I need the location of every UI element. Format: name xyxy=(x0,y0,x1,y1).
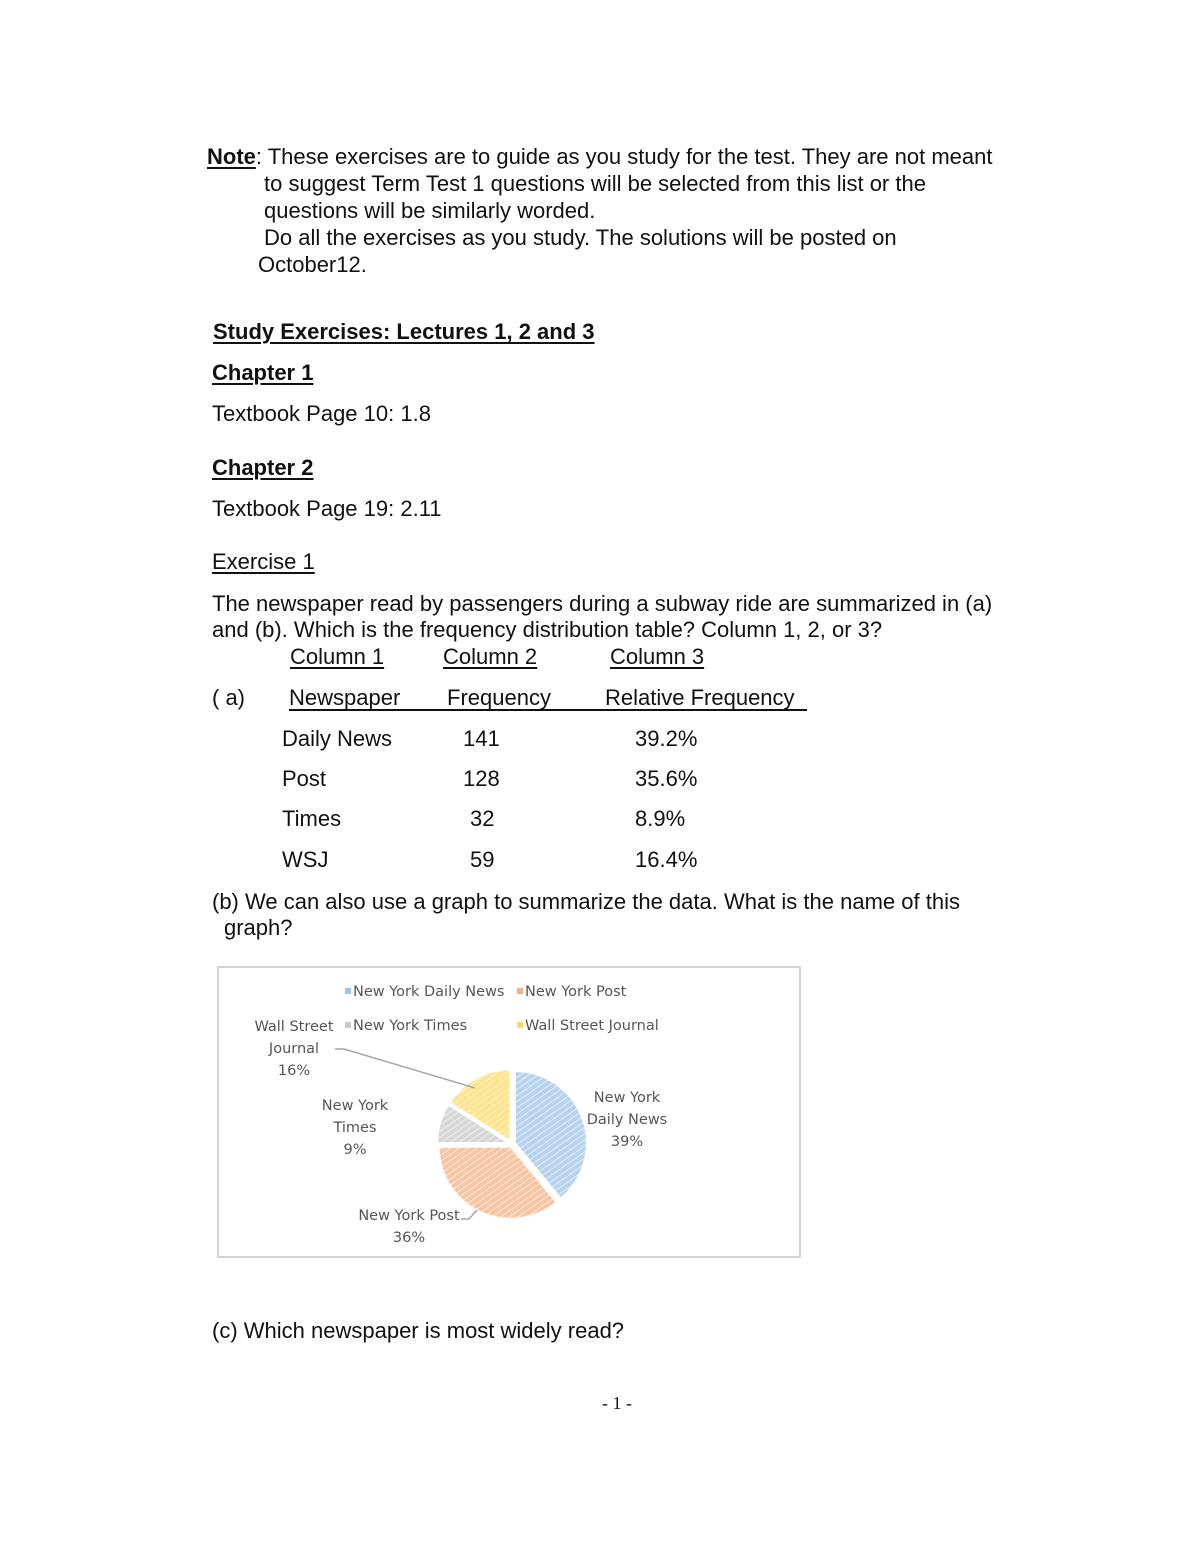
legend-swatch-new-york-daily-news xyxy=(345,988,351,994)
legend-entry-wall-street-journal: Wall Street Journal xyxy=(525,1018,659,1034)
part-b-line-2: graph? xyxy=(224,915,293,940)
table-cell-frequency: 59 xyxy=(470,847,495,872)
table-cell-name: Post xyxy=(282,766,327,791)
part-c: (c) Which newspaper is most widely read? xyxy=(212,1318,625,1343)
note-label: Note xyxy=(207,144,256,169)
note-text-1: : These exercises are to guide as you study for the test. They are not meant xyxy=(255,144,993,169)
exercise-heading: Exercise 1 xyxy=(212,549,315,574)
part-b-line-1: (b) We can also use a graph to summarize the data. What is the name of this xyxy=(212,889,960,914)
pie-chart-svg xyxy=(219,968,803,1260)
legend-swatch-wall-street-journal xyxy=(517,1022,523,1028)
table-cell-frequency: 141 xyxy=(463,726,500,751)
table-cell-frequency: 128 xyxy=(463,766,500,791)
chapter1-heading: Chapter 1 xyxy=(212,360,314,385)
table-cell-name: Times xyxy=(282,806,342,831)
table-cell-name: Daily News xyxy=(282,726,393,751)
legend-entry-new-york-times: New York Times xyxy=(353,1018,468,1034)
legend-entry-new-york-post: New York Post xyxy=(525,984,627,1000)
note-line-1 xyxy=(207,143,992,170)
exercise-line-2: and (b). Which is the frequency distribution table? Column 1, 2, or 3? xyxy=(212,617,883,642)
pie-slices xyxy=(437,1069,587,1218)
leader-line-wall-street-journal xyxy=(335,1049,475,1088)
table-cell-relative: 16.4% xyxy=(635,847,698,872)
note-line-5: October12. xyxy=(258,252,367,277)
exercise-line-1: The newspaper read by passengers during a subway ride are summarized in (a) xyxy=(212,591,993,616)
chapter1-text: Textbook Page 10: 1.8 xyxy=(212,401,431,426)
section-title: Study Exercises: Lectures 1, 2 and 3 xyxy=(213,319,595,344)
data-label-new-york-post: New York Post 36% xyxy=(358,1208,460,1246)
note-line-2: to suggest Term Test 1 questions will be selected from this list or the xyxy=(264,171,926,196)
header-newspaper: Newspaper xyxy=(289,685,401,710)
header-relative-frequency: Relative Frequency xyxy=(605,685,795,710)
legend-swatch-new-york-post xyxy=(517,988,523,994)
chapter2-heading: Chapter 2 xyxy=(212,455,314,480)
legend-swatch-new-york-times xyxy=(345,1022,351,1028)
header-frequency: Frequency xyxy=(447,685,551,710)
column-label-1: Column 1 xyxy=(290,644,385,669)
table-cell-name: WSJ xyxy=(282,847,329,872)
chart-legend xyxy=(345,984,659,1034)
part-a-label: ( a) xyxy=(212,685,245,710)
column-label-3: Column 3 xyxy=(610,644,705,669)
table-cell-frequency: 32 xyxy=(470,806,495,831)
table-cell-relative: 35.6% xyxy=(635,766,698,791)
leader-line-new-york-post xyxy=(461,1210,477,1219)
data-label-new-york-daily-news: New York Daily News 39% xyxy=(586,1090,668,1150)
data-label-wall-street-journal: Wall Street Journal 16% xyxy=(254,1019,334,1079)
note-line-4: Do all the exercises as you study. The solutions will be posted on xyxy=(264,225,897,250)
table-cell-relative: 39.2% xyxy=(635,726,698,751)
note-line-3: questions will be similarly worded. xyxy=(264,198,596,223)
legend-entry-new-york-daily-news: New York Daily News xyxy=(353,984,505,1000)
column-label-2: Column 2 xyxy=(443,644,538,669)
table-cell-relative: 8.9% xyxy=(635,806,686,831)
pie-chart xyxy=(217,966,801,1258)
page-number: - 1 - xyxy=(602,1393,632,1413)
chapter2-text: Textbook Page 19: 2.11 xyxy=(212,496,442,521)
data-label-new-york-times: New York Times 9% xyxy=(321,1098,389,1158)
